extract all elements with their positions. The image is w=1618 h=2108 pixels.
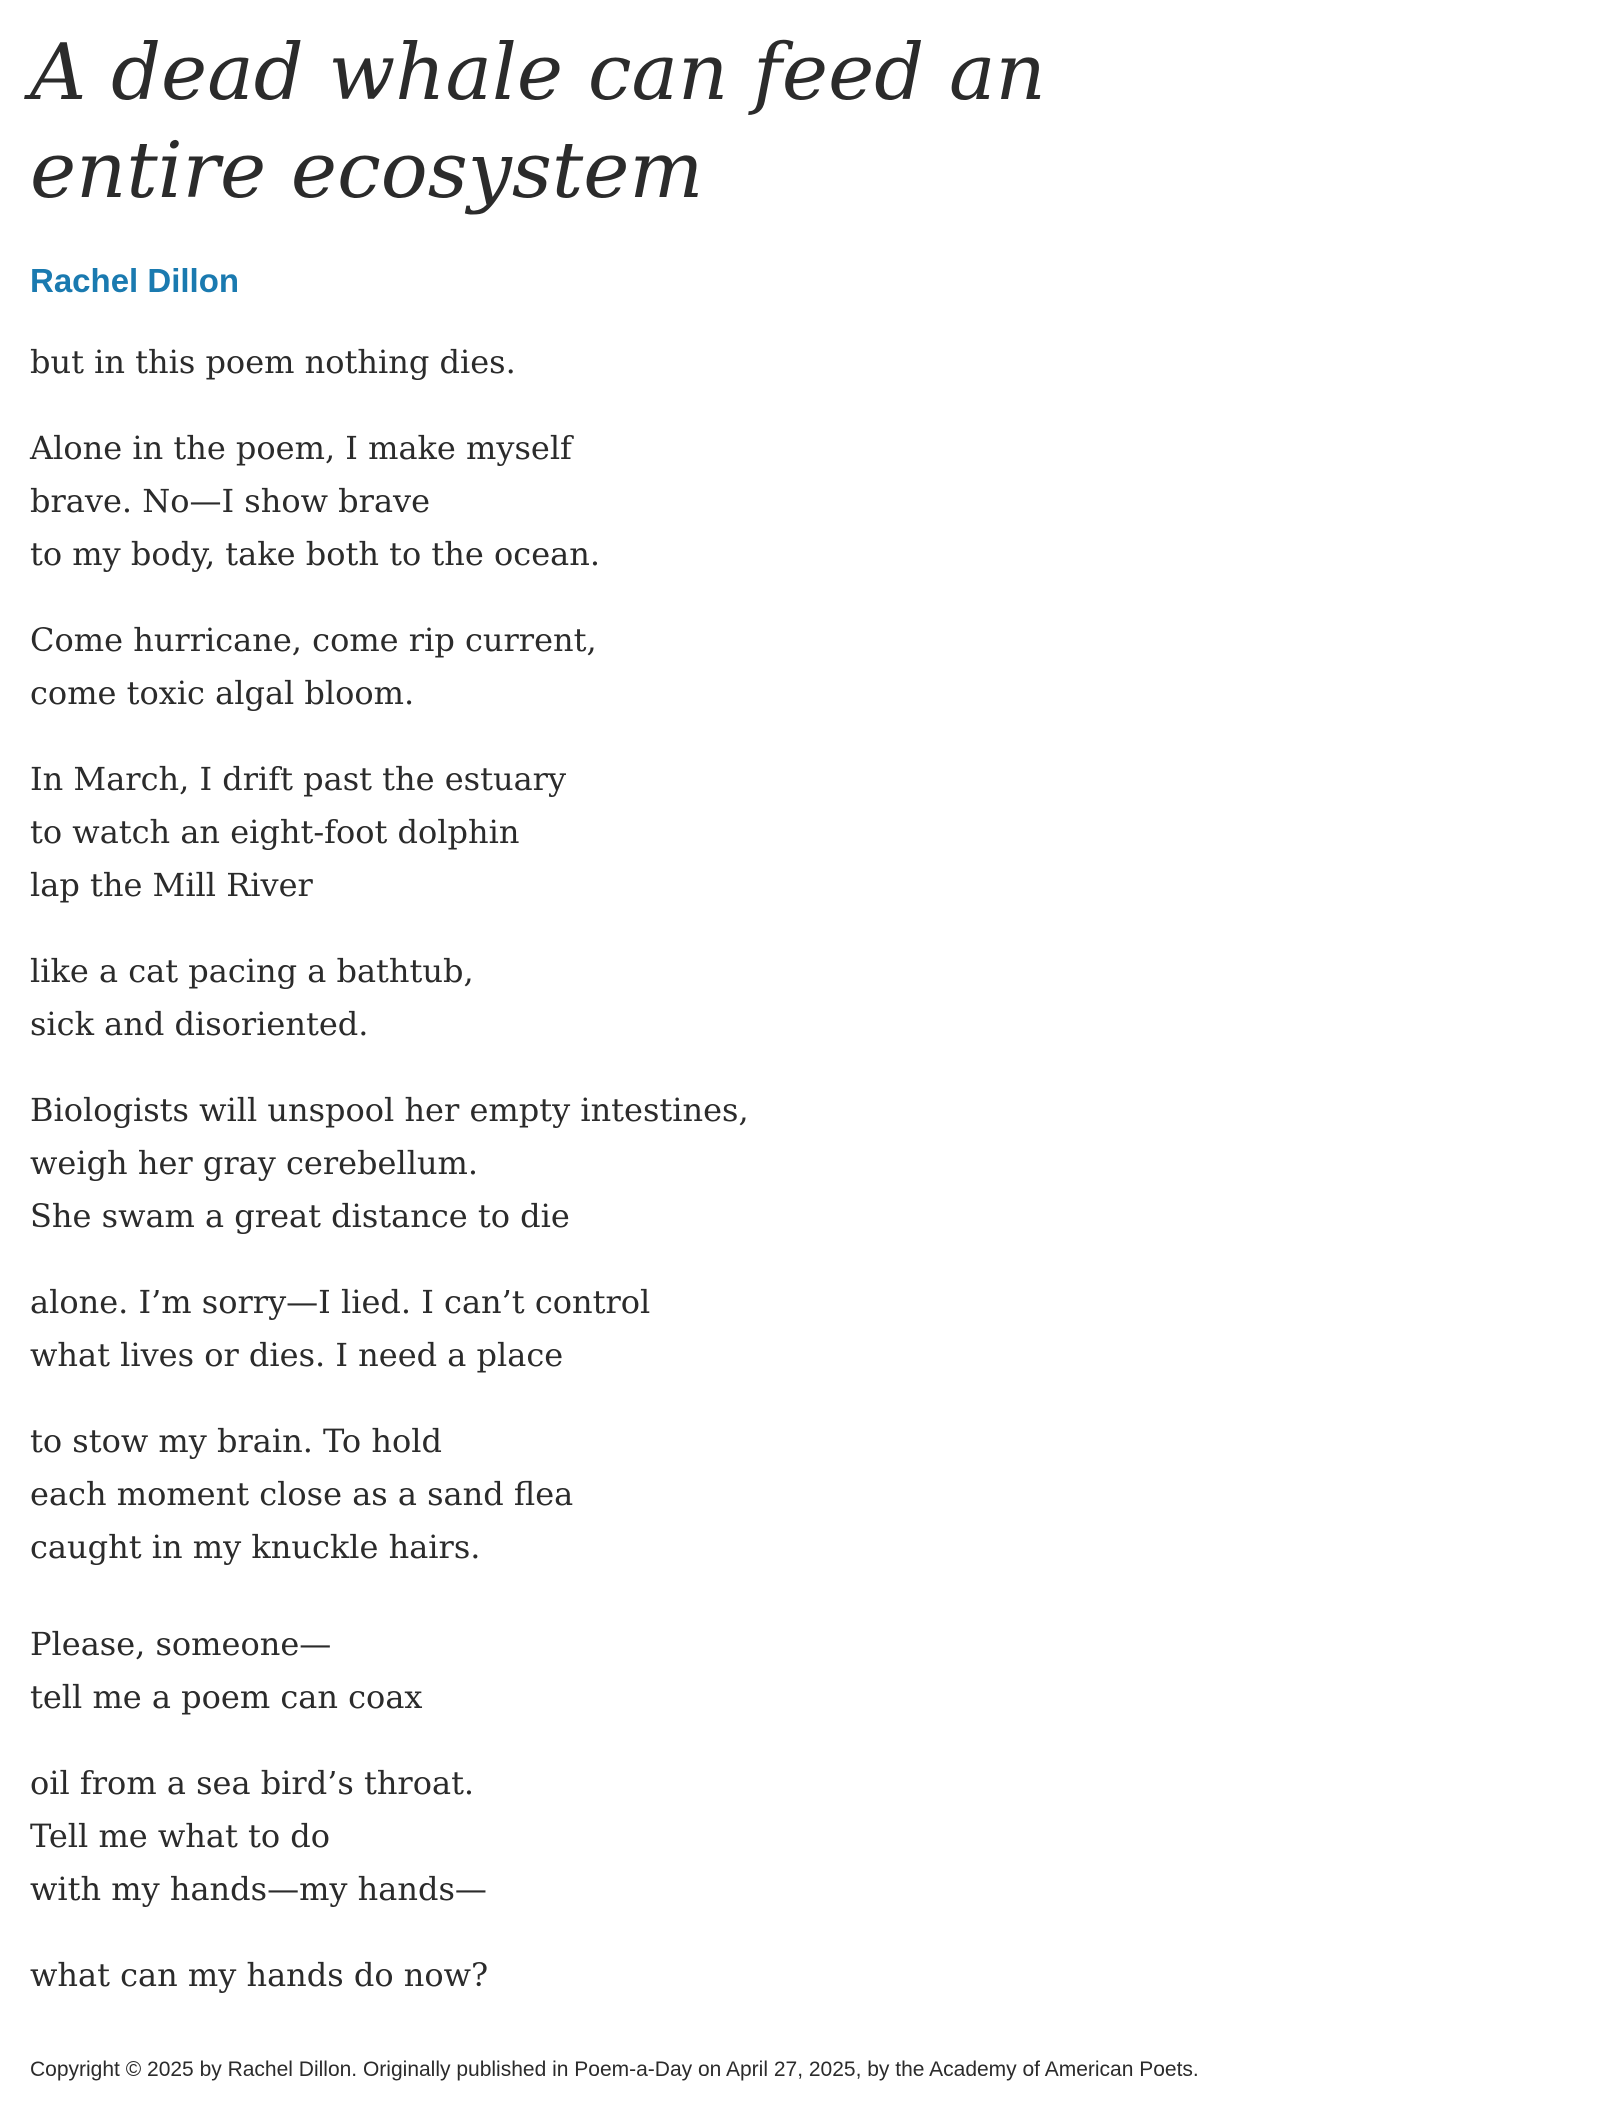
stanza-3	[30, 614, 1590, 720]
poem-line: Please, someone—	[30, 1625, 332, 1663]
poem-line: lap the Mill River	[30, 866, 313, 904]
poem-line: She swam a great distance to die	[30, 1197, 570, 1235]
stanza-10	[30, 1757, 1590, 1916]
poem-line: like a cat pacing a bathtub,	[30, 952, 474, 990]
poem-body	[30, 336, 1590, 2002]
poem-line: come toxic algal bloom.	[30, 674, 415, 712]
stanza-2	[30, 422, 1590, 581]
poem-line: In March, I drift past the estuary	[30, 760, 567, 798]
poem-title: A dead whale can feed an entire ecosystem	[30, 28, 1046, 216]
stanza-8	[30, 1415, 1590, 1574]
poem-line: Alone in the poem, I make myself	[30, 429, 572, 467]
stanza-11	[30, 1949, 1590, 2002]
poem-line: brave. No—I show brave	[30, 482, 431, 520]
poem-line: to watch an eight-foot dolphin	[30, 813, 520, 851]
poem-line: alone. I’m sorry—I lied. I can’t control	[30, 1283, 651, 1321]
poem-line: weigh her gray cerebellum.	[30, 1144, 479, 1182]
poem-line: tell me a poem can coax	[30, 1678, 423, 1716]
stanza-7	[30, 1276, 1590, 1382]
poem-line: what can my hands do now?	[30, 1956, 489, 1994]
poem-line: with my hands—my hands—	[30, 1870, 487, 1908]
stanza-1	[30, 336, 1590, 389]
poem-line: to stow my brain. To hold	[30, 1422, 442, 1460]
poem-line: but in this poem nothing dies.	[30, 343, 516, 381]
poem-page	[30, 24, 1590, 2035]
poem-line: Biologists will unspool her empty intestines,	[30, 1091, 749, 1129]
poem-line: what lives or dies. I need a place	[30, 1336, 564, 1374]
poem-line: to my body, take both to the ocean.	[30, 535, 600, 573]
poem-line: Come hurricane, come rip current,	[30, 621, 597, 659]
author-link[interactable]: Rachel Dillon	[30, 262, 240, 299]
poem-line: oil from a sea bird’s throat.	[30, 1764, 475, 1802]
poem-line: caught in my knuckle hairs.	[30, 1528, 481, 1566]
poem-line: each moment close as a sand flea	[30, 1475, 574, 1513]
stanza-5	[30, 945, 1590, 1051]
poem-line: sick and disoriented.	[30, 1005, 369, 1043]
stanza-6	[30, 1084, 1590, 1243]
poem-line: Tell me what to do	[30, 1817, 331, 1855]
stanza-4	[30, 753, 1590, 912]
copyright-notice: Copyright © 2025 by Rachel Dillon. Originally published in Poem-a-Day on April 27, 2025, by the Academy of American Poets.	[30, 2058, 1199, 2081]
stanza-9	[30, 1618, 1590, 1724]
